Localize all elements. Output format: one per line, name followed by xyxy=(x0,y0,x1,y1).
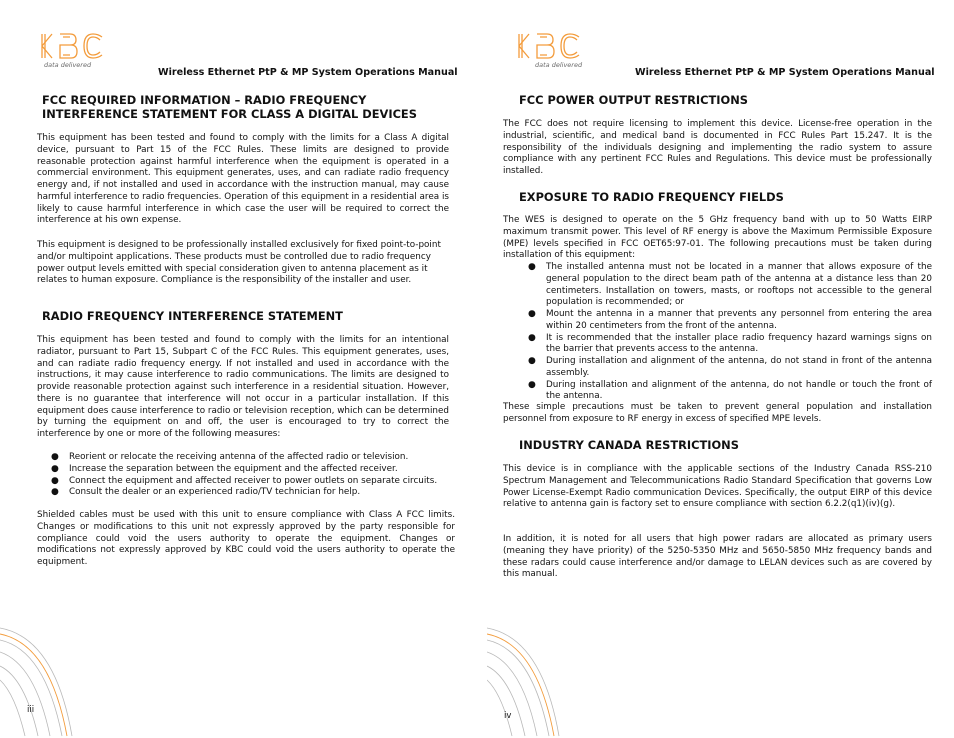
industry-canada-paragraph-1: This device is in compliance with the applicable sections of the Industry Canada RSS-210 Spectrum Management and Telecommunications Radio Standard Specification that governs Low Power License-Exempt Radio communication Devices. Specifically, the output EIRP of this device relative to antenna gain is factory set to ensure compliance with section 6.2.2(q1)(iv)(g). xyxy=(503,464,932,510)
manual-title: Wireless Ethernet PtP & MP System Operations Manual xyxy=(635,67,935,78)
rf-exposure-paragraph-2: These simple precautions must be taken to prevent general population and installation personnel from exposure to RF energy in excess of specified MPE levels. xyxy=(503,402,932,424)
logo-tagline: data delivered xyxy=(535,61,583,69)
rf-interference-measures-list xyxy=(51,452,449,499)
heading-line-2: INTERFERENCE STATEMENT FOR CLASS A DIGITAL DEVICES xyxy=(42,107,417,121)
list-item: ● The installed antenna must not be located in a manner that allows exposure of the general population to the direct beam path of the antenna at a distance less than 20 centimeters. Installation on towers, masts, or rooftops not accessible to the general population is recommended; or xyxy=(528,262,932,308)
section-heading-industry-canada: INDUSTRY CANADA RESTRICTIONS xyxy=(519,438,739,452)
list-item: ● During installation and alignment of the antenna, do not stand in front of the antenna assembly. xyxy=(528,356,932,378)
rf-exposure-paragraph-1: The WES is designed to operate on the 5 GHz frequency band with up to 50 Watts EIRP maximum transmit power. This level of RF energy is above the Maximum Permissible Exposure (MPE) levels specified in FCC OET65:97-01. The following precautions must be taken during installation of this equipment: xyxy=(503,215,932,261)
page-number: iii xyxy=(27,705,35,715)
list-item: ● It is recommended that the installer place radio frequency hazard warnings signs on the barrier that prevents access to the antenna. xyxy=(528,332,932,355)
logo-tagline: data delivered xyxy=(44,61,92,69)
section-heading-fcc-power: FCC POWER OUTPUT RESTRICTIONS xyxy=(519,93,748,107)
list-item: ● Reorient or relocate the receiving antenna of the affected radio or television. xyxy=(51,452,409,462)
rf-exposure-precautions-list xyxy=(528,262,932,403)
kbc-logo-mark xyxy=(517,32,583,60)
industry-canada-paragraph-2: In addition, it is noted for all users that high power radars are allocated as primary users (meaning they have priority) of the 5250-5350 MHz and 5650-5850 MHz frequency bands and these radars could cause interference and/or damage to LELAN devices such as are covered by this manual. xyxy=(503,534,932,580)
list-item: ● Consult the dealer or an experienced radio/TV technician for help. xyxy=(51,487,361,498)
list-item: ● Increase the separation between the equipment and the affected receiver. xyxy=(51,463,398,474)
list-item: ● During installation and alignment of the antenna, do not handle or touch the front of the antenna. xyxy=(528,379,932,402)
manual-title: Wireless Ethernet PtP & MP System Operations Manual xyxy=(158,67,458,78)
heading-line-1: FCC REQUIRED INFORMATION – RADIO FREQUENCY xyxy=(42,93,367,107)
section-heading-fcc-required xyxy=(42,93,462,121)
right-page xyxy=(477,0,954,738)
kbc-logo-mark xyxy=(40,32,106,60)
list-item: ● Connect the equipment and affected receiver to power outlets on separate circuits. xyxy=(51,475,438,486)
section-heading-rf-interference: RADIO FREQUENCY INTERFERENCE STATEMENT xyxy=(42,309,343,323)
list-item: ● Mount the antenna in a manner that prevents any personnel from entering the area within 20 centimeters from the front of the antenna. xyxy=(528,309,932,331)
page-number: iv xyxy=(504,711,512,721)
rf-interference-paragraph-2: Shielded cables must be used with this unit to ensure compliance with Class A FCC limits. Changes or modifications to this unit not expressly approved by the party responsible for compliance could void the users authority to operate the equipment. Changes or modifications not expressly approved by KBC could void the users authority to operate the equipment. xyxy=(37,510,455,567)
rf-interference-paragraph-1: This equipment has been tested and found to comply with the limits for an intentional radiator, pursuant to Part 15, Subpart C of the FCC Rules. This equipment generates, uses, and can radiate radio frequency energy. If not installed and used in accordance with the instructions, it may cause interference to radio communications. The limits are designed to provide reasonable protection against such interference in a residential situation. However, there is no guarantee that interference will not occur in a particular installation. If this equipment does cause interference to radio or television reception, which can be determined by turning the equipment on and off, the user is encouraged to try to correct the interference by one or more of the following measures: xyxy=(37,335,449,439)
section-heading-rf-exposure: EXPOSURE TO RADIO FREQUENCY FIELDS xyxy=(519,190,784,204)
fcc-required-paragraph-2: This equipment is designed to be professionally installed exclusively for fixed point-to-point and/or multipoint applications. These products must be controlled due to radio frequency power output levels emitted with special consideration given to antenna placement as it relates to human exposure. Compliance is the responsibility of the installer and user. xyxy=(37,240,441,286)
fcc-power-paragraph: The FCC does not require licensing to implement this device. License-free operation in the industrial, scientific, and medical band is documented in FCC Rules Part 15.247. It is the responsibility of the individuals designing and implementing the radio system to assure compliance with any pertinent FCC Rules and Regulations. This device must be professionally installed. xyxy=(503,119,932,176)
fcc-required-paragraph-1: This equipment has been tested and found to comply with the limits for a Class A digital device, pursuant to Part 15 of the FCC Rules. These limits are designed to provide reasonable protection against harmful interference when the equipment is operated in a commercial environment. This equipment generates, uses, and can radiate radio frequency energy and, if not installed and used in accordance with the instruction manual, may cause harmful interference to radio frequencies. Operation of this equipment in a residential area is likely to cause harmful interference in which case the user will be required to correct the interference at his own expense. xyxy=(37,133,449,226)
decorative-swoosh xyxy=(0,618,120,738)
